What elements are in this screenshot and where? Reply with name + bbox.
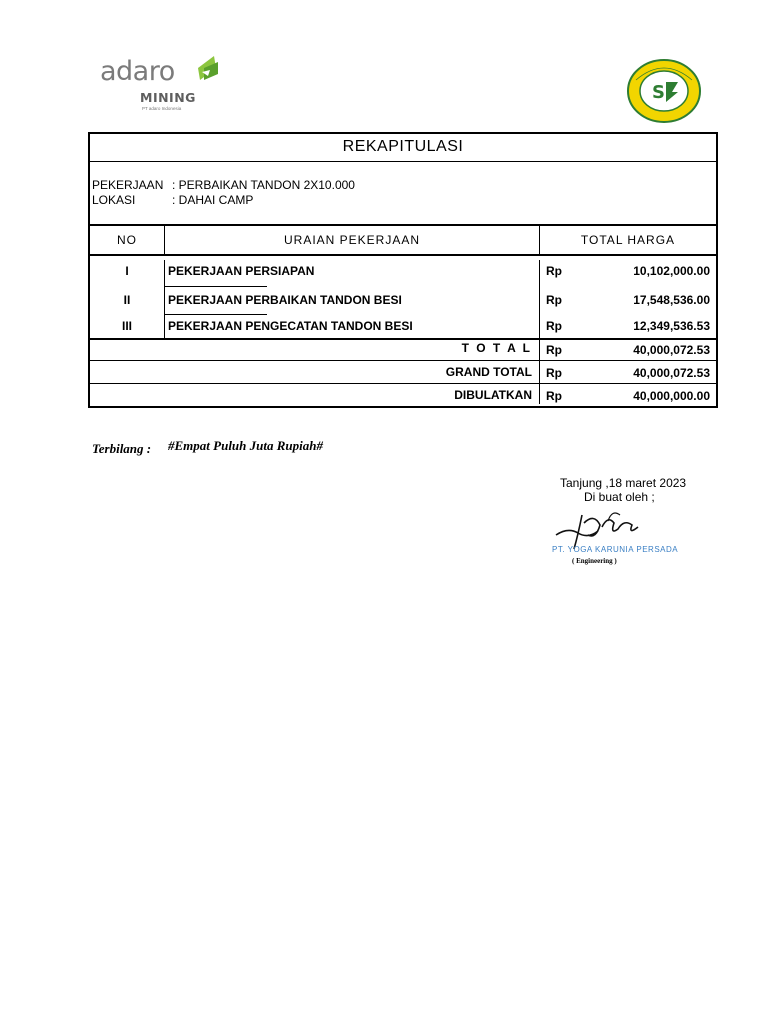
row-amount: 10,102,000.00 [633, 264, 710, 278]
lokasi-value: : DAHAI CAMP [172, 193, 254, 207]
header-no: NO [117, 233, 137, 247]
summary-currency: Rp [546, 389, 562, 403]
place-date: Tanjung ,18 maret 2023 [560, 476, 687, 490]
row-description: PEKERJAAN PENGECATAN TANDON BESI [168, 319, 413, 333]
row-amount: 17,548,536.00 [633, 293, 710, 307]
pekerjaan-value: : PERBAIKAN TANDON 2X10.000 [172, 178, 355, 192]
row-amount: 12,349,536.53 [633, 319, 710, 333]
summary-label: T O T A L [461, 341, 532, 355]
grid-line [539, 224, 540, 256]
pekerjaan-label: PEKERJAAN [92, 178, 164, 192]
table-header [90, 224, 716, 256]
terbilang-label: Terbilang : [92, 441, 152, 456]
signature-role: ( Engineering ) [572, 557, 617, 565]
document-title: REKAPITULASI [90, 134, 716, 162]
summary-amount: 40,000,072.53 [633, 343, 710, 357]
grid-line [90, 383, 716, 384]
she-management-seal [626, 58, 706, 124]
grid-line [164, 260, 165, 338]
header-uraian: URAIAN PEKERJAAN [283, 233, 421, 247]
summary-amount: 40,000,000.00 [633, 389, 710, 403]
terbilang-value: #Empat Puluh Juta Rupiah# [168, 438, 323, 453]
summary-label: DIBULATKAN [454, 388, 532, 402]
made-by-label: Di buat oleh ; [584, 490, 655, 504]
svg-text:S: S [652, 82, 665, 103]
row-description: PEKERJAAN PERBAIKAN TANDON BESI [168, 293, 402, 307]
seal-text [626, 58, 706, 59]
logo-mining-text: MINING [140, 90, 196, 105]
grid-line [90, 360, 716, 361]
grid-line [165, 314, 267, 315]
grid-line [164, 224, 165, 256]
logo-tagline: PT adaro Indonesia [142, 106, 182, 111]
lokasi-label: LOKASI [92, 193, 136, 207]
signature-company: PT. YOGA KARUNIA PERSADA [552, 545, 679, 554]
logo-wordmark: adaro [100, 56, 175, 87]
grid-line [90, 338, 716, 340]
rekapitulasi-table [88, 132, 718, 408]
summary-currency: Rp [546, 343, 562, 357]
row-currency: Rp [546, 319, 562, 333]
header-total-harga: TOTAL HARGA [580, 233, 676, 247]
row-no: III [121, 319, 132, 333]
row-description: PEKERJAAN PERSIAPAN [168, 264, 315, 278]
adaro-leaf-icon [194, 54, 220, 88]
row-no: I [125, 264, 129, 278]
grid-line [165, 286, 267, 287]
signature-icon [548, 505, 688, 570]
summary-currency: Rp [546, 366, 562, 380]
summary-amount: 40,000,072.53 [633, 366, 710, 380]
seal-icon [626, 58, 702, 124]
summary-label: GRAND TOTAL [445, 365, 532, 379]
row-currency: Rp [546, 293, 562, 307]
row-currency: Rp [546, 264, 562, 278]
adaro-mining-logo [98, 54, 228, 116]
row-no: II [123, 293, 131, 307]
